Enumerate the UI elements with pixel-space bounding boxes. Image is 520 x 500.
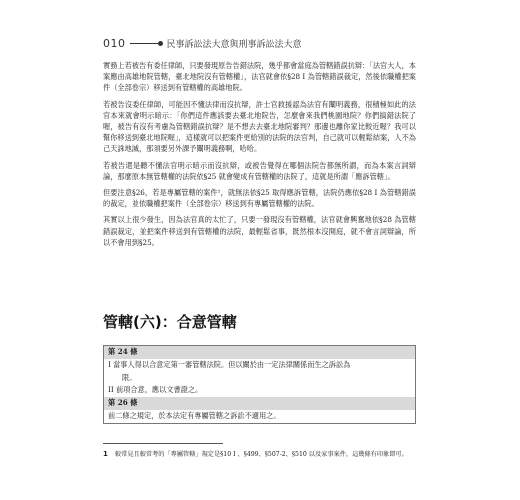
paragraph: 若被告還是聽不懂法官明示暗示而沒抗辯，或被告覺得在哪個法院告都無所謂，而為本案言詞辯論，那麼原本無管轄權的法院依§25 就會變成有管轄權的法院了，這就是所謂「應訴管轄」。 xyxy=(103,160,416,181)
running-title: 民事訴訟法大意與刑事訴訟法大意 xyxy=(166,39,302,50)
paragraph: 其實以上很少發生，因為法官真的太忙了，只要一發現沒有管轄權，法官就會興奮地依§28 為管轄錯誤裁定，並把案件移送到有管轄權的法院，最輕鬆省事，既然根本沒開庭，就不會言詞辯論，所以不會用到§25。 xyxy=(103,215,416,247)
section-heading: 管轄(六)：合意管轄 xyxy=(103,313,237,331)
article-26-title: 第 26 條 xyxy=(104,397,415,410)
page-header xyxy=(103,36,302,50)
paragraph: 但要注意§26，若是專屬管轄的案件¹，就無法依§25 取得應訴管轄，法院仍應依§28 I 為管轄錯誤的裁定，並依職權把案件（全部卷宗）移送到有專屬管轄權的法院。 xyxy=(103,188,416,209)
footnote xyxy=(103,450,416,460)
article-24-paragraph-2: II 前項合意，應以文書證之。 xyxy=(108,385,203,395)
body-text xyxy=(103,60,416,253)
paragraph: 若被告沒委任律師，可能因不懂法律而沒抗辯，許士官救援認為法官有闡明義務，很積極如此的法官本來就會明示暗示：「你們這件應該要去臺北地院告，怎麼會來我們桃園地院？你們搞錯法院了喔，被告有沒有考慮為管轄錯誤抗辯？是不想去去臺北地院審判？那邊也離你家比較近喔？我可以幫你移送到臺北地院喔」，這樣就可以把案件更給別的法院的法官判，自己就可以輕鬆結案，人不為己天誅地滅，那須要另外課予闡明義務啊，哈哈。 xyxy=(103,99,416,154)
article-24-title: 第 24 條 xyxy=(104,346,415,359)
page-number: 010 xyxy=(103,36,126,50)
header-dot-icon xyxy=(158,41,163,46)
article-24-paragraph-1: I 當事人得以合意定第一審管轄法院。但以關於由一定法律關係而生之訴訟為 xyxy=(108,359,351,369)
footnote-rule xyxy=(103,443,223,444)
footnote-text: 較常見且較常考的「專屬管轄」規定是§10 I 、§499、§507-2、§510 以及家事案件，這幾條有印象即可。 xyxy=(115,451,408,458)
statute-box xyxy=(103,345,416,424)
article-24-paragraph-1-cont: 限。 xyxy=(122,372,137,382)
paragraph: 實務上若被告有委任律師，只要發現原告告錯法院，幾乎都會當庭為管轄錯誤抗辯：「法官大人，本案應由高雄地院管轄，臺北地院沒有管轄權」，法官就會依§28 I 為管轄錯誤裁定，然後依職權把案件（全部卷宗）移送到有管轄權的高雄地院。 xyxy=(103,61,416,93)
footnote-mark: 1 xyxy=(103,450,108,458)
header-rule xyxy=(130,43,158,44)
article-26-paragraph: 前二條之規定，於本法定有專屬管轄之訴訟不適用之。 xyxy=(108,410,281,420)
